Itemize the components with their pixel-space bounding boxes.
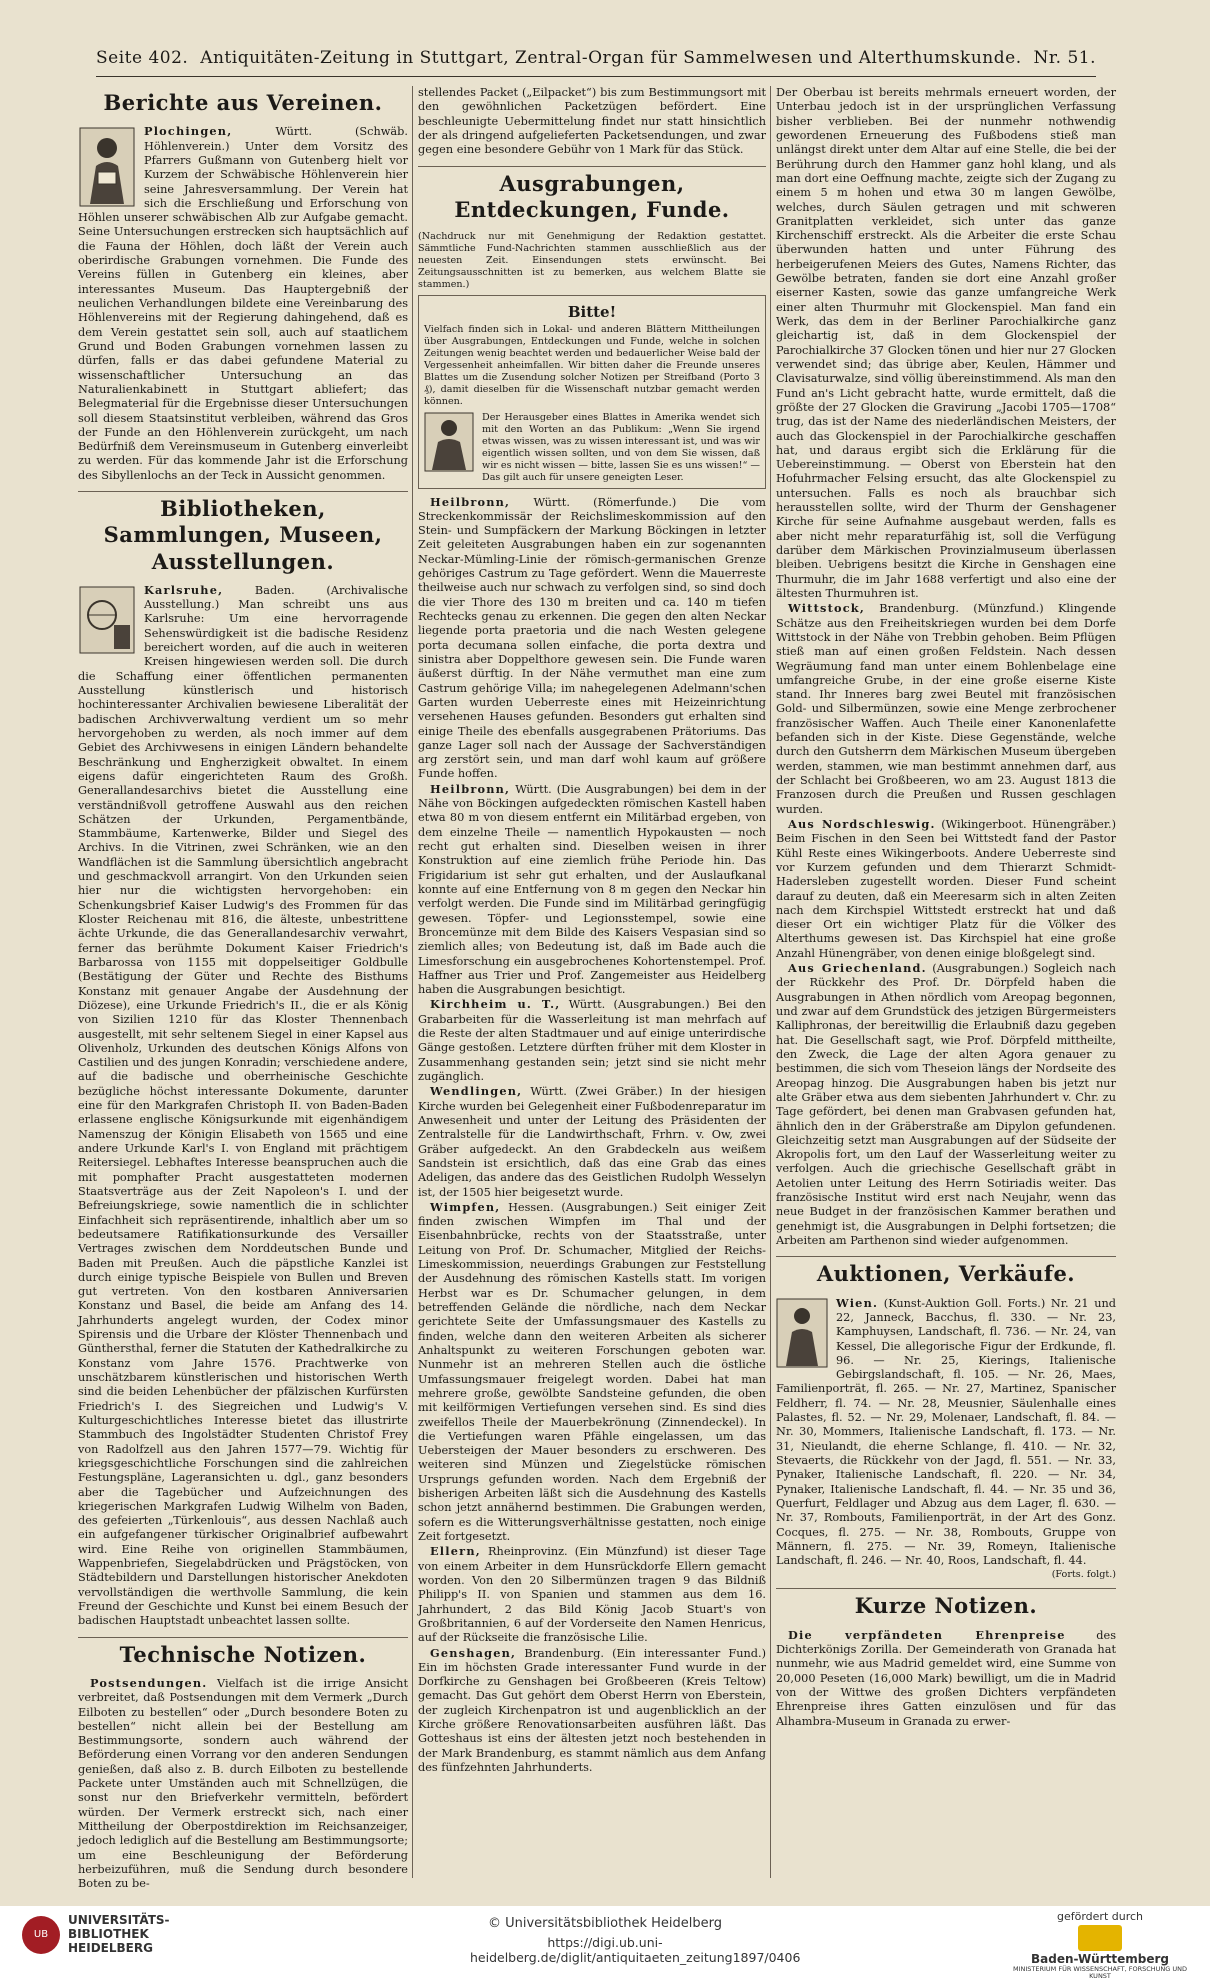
reprint-notice: (Nachdruck nur mit Genehmigung der Redaktion gestattet. Sämmtliche Fund-Nachrichten stammen ausschließlich aus der neuesten Zeit. Einsendungen stets erwünscht. Bei Zeitungsausschnitten ist zu bemerken, aus welchem Blatte sie stammen.) [418,231,766,290]
divider [418,166,766,167]
auction-icon [776,1298,828,1368]
article-plochingen: Württ. (Schwäb. Höhlenverein.) Unter dem Vorsitz des Pfarrers Gußmann von Gutenberg hielt vor Kurzem der Schwäbische Höhlenverein hier seine Jahresversammlung. Der Verein hat sich die Erschließung und Erforschung von Höhlen unserer schwäbischen Alb zur Aufgabe gemacht. Seine Untersuchungen erstrecken sich hauptsächlich auf die Fauna der Höhlen, doch läßt der Verein auch oberirdische Grabungen vornehmen. Die Funde des Vereins füllen in Gutenberg ein kleines, aber interessantes Museum. Das Hauptergebniß der neulichen Verhandlungen bildete eine Vereinbarung des Höhlenvereins mit der Regierung dahingehend, daß es dem Verein gestattet sein soll, auch auf staatlichem Grund und Boden Grabungen vornehmen lassen zu dürfen, falls er das dabei gefundene Material zu wissenschaftlicher Untersuchung an das Naturalienkabinett in Stuttgart abliefert; das Belegmaterial für die Ergebnisse dieser Untersuchungen soll diesem Staatsinstitut verbleiben, während das Gros der Funde an den Höhlenverein zurückgeht, um nach Bedürfniß dem Vereinsmuseum in Gutenberg einverleibt zu werden. Für das kommende Jahr ist die Erforschung des Sibyllenlochs an der Teck in Aussicht genommen. [78,125,408,482]
funding-logo[interactable] [1010,1910,1190,1980]
globe-icon [78,585,136,655]
reader-illustration [78,126,136,208]
page-header [96,44,1096,77]
article-karlsruhe: Baden. (Archivalische Ausstellung.) Man schreibt uns aus Karlsruhe: Um eine hervorragende Sehenswürdigkeit ist die badische Residenz bereichert worden, auf die auch in weiteren Kreisen hingewiesen werden soll. Die durch die Schaffung einer öffentlichen permanenten Ausstellung künstlerisch und historisch hochinteressanter Archivalien bewiesene Liberalität der badischen Archivverwaltung verdient um so mehr hervorgehoben zu werden, als noch immer auf dem Gebiet des Archivwesens in einigen Ländern behandelte Beschränkung und Engherzigkeit obwaltet. In einem eigens dafür eingerichteten Raum des Großh. Generallandesarchivs bietet die Ausstellung eine verständnißvoll getroffene Auswahl aus den reichen Schätzen der Urkunden, Pergamentbände, Stammbäume, Kartenwerke, Bilder und Siegel des Archivs. In die Vitrinen, zwei Schränken, wie an den Wandflächen ist die Sammlung übersichtlich angebracht und geschmackvoll arrangirt. Von den Urkunden seien hier nur die wichtigsten hervorgehoben: ein Schenkungsbrief Kaiser Ludwig's des Frommen für das Kloster Reichenau mit 816, die älteste, unbestrittene ächte Urkunde, die das Generallandesarchiv verwahrt, ferner das berühmte Dokument Kaiser Friedrich's Barbarossa von 1155 mit doppelseitiger Goldbulle (Bestätigung der Güter und Rechte des Bisthums Konstanz mit genauer Angabe der Ausdehnung der Diözese), eine Urkunde Friedrich's II., die er als König von Sizilien 1210 für das Kloster Thennenbach ausgestellt, mit sehr seltenem Siegel in einer Kapsel aus Olivenholz, Urkunden des deutschen Königs Alfons von Castilien und des jungen Konradin; verschiedene andere, auf die badische und oberrheinische Geschichte bezügliche höchst interessante Dokumente, darunter eine für den Markgrafen Christoph II. von Baden-Baden erlassene englische Königsurkunde mit eigenhändigem Namenszug der Königin Elisabeth von 1565 und eine andere Urkunde Karl's I. von England mit prächtigem Reitersiegel. Lebhaftes Interesse beanspruchen auch die mit pomphafter Pracht ausgestatteten modernen Staatsverträge aus der Zeit Napoleon's I. und der Befreiungskriege, sowie namentlich die in schlichter Einfachheit sich repräsentirende, inhaltlich aber um so bedeutsamere Ratifikationsurkunde des Versailler Vertrages zwischen dem Norddeutschen Bunde und Baden mit Preußen. Auch die päpstliche Kanzlei ist durch einige typische Beispiele von Bullen und Breven gut vertreten. Von den kostbaren Anniversarien Konstanz und Basel, die beide am Anfang des 14. Jahrhunderts angelegt wurden, der Codex minor Spirensis und die Urbare der Klöster Thennenbach und Günthersthal, ferner die Statuten der Kathedralkirche zu Konstanz vom Jahre 1576. Prachtwerke von unschätzbarem künstlerischen und historischen Werth sind die beiden Lehenbücher der pfälzischen Kurfürsten Friedrich's I. des Siegreichen und Ludwig's V. Kulturgeschichtliches Interesse bietet das illustrirte Stammbuch des Ingolstädter Studenten Christof Frey von Radolfzell aus den Jahren 1577—79. Wichtig für kriegsgeschichtliche Forschungen sind die zahlreichen Festungspläne, Lageransichten u. dgl., ganz besonders aber die Tagebücher und Aufzeichnungen des kriegerischen Markgrafen Ludwig Wilhelm von Baden, des gefeierten „Türkenlouis“, aus dessen Nachlaß auch ein aufgefangener türkischer Originalbrief aufbewahrt wird. Eine Reihe von originellen Stammbäumen, Wappenbriefen, Siegelabdrücken und Prägstöcken, von Städtebildern und Darstellungen historischer Anekdoten vervollständigen die werthvolle Sammlung, die kein Freund der Geschichte und Kunst bei einem Besuch der badischen Hauptstadt unbeachtet lassen sollte. [78,583,408,1628]
bw-ministry: MINISTERIUM FÜR WISSENSCHAFT, FORSCHUNG UND KUNST [1012,1965,1187,1980]
column-2 [418,86,766,1878]
column-1 [78,86,409,1891]
page-number: Seite 402. [96,48,189,68]
city-karlsruhe: Karlsruhe, [144,582,224,597]
city-genshagen: Genshagen, [430,1645,517,1660]
article-genshagen-cont: Der Oberbau ist bereits mehrmals erneuert worden, der Unterbau jedoch ist in der ursprünglichen Verfassung bisher verblieben. Bei der nunmehr nothwendig gewordenen Erneuerung des Fußbodens stieß man unlängst direkt unter dem Altar auf eine Stelle, die bei der Berührung durch den Hammer ganz hohl klang, und als man dort eine Oeffnung machte, zeigte sich der Zugang zu einem 5 m hohen und etwa 30 m langen Gewölbe, welches, durch Säulen getragen und mit schweren Granitplatten verkleidet, sich unter das ganze Kirchenschiff erstreckt. Als die Arbeiter die erste Schau überwunden hatten und unter Führung des herbeigerufenen Meiers des Gutes, Namens Richter, das Gewölbe betraten, fanden sie dort eine Anzahl großer eiserner Kasten, sowie das ganze umfangreiche Werk einer alten Thurmuhr mit Glockenspiel. Man fand ein Werk, das dem in der Berliner Parochialkirche ganz gleichartig ist, daß in dem Glockenspiel der Parochialkirche 37 Glocken tönen und hier nur 27 Glocken verwendet sind; das übrige aber, Keulen, Hämmer und Clavisaturwalze, sind völlig übereinstimmend. Als man den Fund an's Licht gebracht hatte, wurde ermittelt, daß die größte der 27 Glocken die Gravirung „Jacobi 1705—1708“ trug, das ist der Name des niederländischen Meisters, der auch das Glockenspiel in der Parochialkirche geschaffen hat, und daraus ergibt sich die Erklärung für die Uebereinstimmung. — Oberst von Eberstein hat den Hofuhrmacher Felsing ersucht, das alte Glockenspiel zu untersuchen. Falls es noch als brauchbar sich herausstellen sollte, wird der Thurm der Genshagener Kirche für seine Aufnahme ausgebaut werden, falls es aber nicht mehr reparaturfähig ist, soll die Verfügung darüber dem Märkischen Provinzialmuseum überlassen bleiben. Uebrigens besitzt die Kirche in Genshagen eine Thurmuhr, die im Jahr 1688 verfertigt und also eine der ältesten Thurmuhren ist. [776,86,1116,600]
article-griechenland: (Ausgrabungen.) Sogleich nach der Rückkehr des Prof. Dr. Dörpfeld haben die Ausgrabungen in Athen nördlich vom Areopag begonnen, und zwar auf dem Grundstück des jetzigen Bürgermeisters Kalliphronas, der bereitwillig die Erlaubniß dazu gegeben hat. Die Gesellschaft sagt, wie Prof. Dörpfeld mittheilte, den Zweck, die Lage der alten Agora genauer zu bestimmen, die sich vom Theseion längs der Nordseite des Areopag hinzog. Die Ausgrabungen haben bis jetzt nur alte Gräber etwa aus dem siebenten Jahrhundert v. Chr. zu Tage gefördert, bei denen man Grabvasen gefunden hat, ähnlich den in der Gräberstraße am Dipylon gefundenen. Gleichzeitig setzt man Ausgrabungen auf der Südseite der Akropolis fort, um den Lauf der Wasserleitung weiter zu verfolgen. Auch die griechische Gesellschaft gräbt in Aetolien unter Leitung des Herrn Sotiriadis weiter. Das französische Institut wird erst nach Neujahr, wenn das neue Budget in der französischen Kammer berathen und genehmigt ist, die Ausgrabungen in Delphi fortsetzen; die Arbeiten am Parthenon sind wieder aufgenommen. [776,962,1116,1247]
title-postsendungen: Postsendungen. [90,1675,208,1690]
city-heilbronn-2: Heilbronn, [430,781,511,796]
permalink-url[interactable]: https://digi.ub.uni-heidelberg.de/diglit/antiquitaeten_zeitung1897/0406 [470,1935,801,1965]
city-heilbronn: Heilbronn, [430,494,511,509]
article-ellern: Rheinprovinz. (Ein Münzfund) ist dieser Tage von einem Arbeiter in dem Hunsrückdorfe Ellern gemacht worden. Von den 20 Silbermünzen tragen 9 das Bildniß Philipp's II. von Spanien und stammen aus dem 16. Jahrhundert, 2 das Bild König Jacob Stuart's von Großbritannien, 6 auf der Vorderseite den Namen Henricus, auf der Rückseite die französische Lilie. [418,1545,766,1645]
bw-name: Baden-Württemberg [1030,1952,1169,1966]
article-postsendungen: Vielfach ist die irrige Ansicht verbreitet, daß Postsendungen mit dem Vermerk „Durch Eilboten zu bestellen“ oder „Durch besondere Boten zu bestellen“ nicht allein bei der Bestellung am Bestimmungsorte, sondern auch während der Beförderung einen Vorrang vor den anderen Sendungen genießen, daß also z. B. durch Eilboten zu bestellende Packete unter Umständen auch mit Schnellzügen, die sonst nur den Briefverkehr vermitteln, befördert würden. Der Vermerk erstreckt sich, nach einer Mittheilung der Oberpostdirektion im Reichsanzeiger, jedoch lediglich auf die Bestellung am Bestimmungsorte; um eine Beschleunigung der Beförderung herbeizuführen, muß die Sendung durch besondere Boten zu be- [78,1676,409,1891]
auction-illustration [776,1298,828,1368]
bitte-quote: Der Herausgeber eines Blattes in Amerika wendet sich mit den Worten an das Publikum: „Wenn Sie irgend etwas wissen, was zu wissen interessant ist, und was wir eigentlich wissen sollten, und von dem Sie wissen, daß wir es nicht wissen — bitte, lassen Sie es uns wissen!“ — Das gilt auch für unsere geneigten Leser. [482,411,760,483]
section-heading-auktionen: Auktionen, Verkäufe. [816,1261,1076,1287]
article-ehrenpreise: des Dichterkönigs Zorilla. Der Gemeinderath von Granada hat nunmehr, wie aus Madrid gemeldet wird, eine Summe von 20,000 Peseten (16,000 Mark) bewilligt, um die in Madrid von der Wittwe des großen Dichters verpfändeten Ehrenpreise ihres Gatten einzulösen und für das Alhambra-Museum in Granada zu erwer- [776,1628,1116,1728]
section-heading-bibliotheken: Bibliotheken, Sammlungen, Museen, Ausstellungen. [103,496,383,574]
library-name: UNIVERSITÄTS- BIBLIOTHEK HEIDELBERG [68,1913,170,1955]
city-plochingen: Plochingen, [144,124,233,139]
copyright-text: © Universitätsbibliothek Heidelberg [487,1916,722,1931]
writer-icon [424,412,474,472]
forts-folgt: (Forts. folgt.) [1051,1568,1116,1580]
divider [776,1256,1116,1257]
city-nordschleswig: Aus Nordschleswig. [788,816,936,831]
footer [0,1906,1210,1980]
city-wien: Wien. [836,1295,879,1310]
seal-icon: UB [22,1916,60,1954]
divider [78,1637,408,1638]
bitte-box [418,295,766,489]
library-logo[interactable] [22,1914,170,1955]
writer-illustration [424,412,474,472]
column-divider [770,86,771,1878]
article-kirchheim: Württ. (Ausgrabungen.) Bei den Grabarbeiten für die Wasserleitung ist man mehrfach auf die Reste der alten Stadtmauer und auf einige unterirdische Gänge gestoßen. Letztere dürften früher mit dem Kloster in Zusammenhang gestanden sein; jetzt sind sie nicht mehr zugänglich. [418,998,767,1084]
bitte-text: Vielfach finden sich in Lokal- und anderen Blättern Mittheilungen über Ausgrabungen, Entdeckungen und Funde, welche in solchen Zeitungen wenig beachtet werden und bedauerlicher Weise bald der Vergessenheit anheimfallen. Wir bitten daher die Freunde unseres Blattes um die Zusendung solcher Notizen per Streifband (Porto 3 ₰), damit dieselben für die Wissenschaft nutzbar gemacht werden können. [424,323,760,407]
city-wimpfen: Wimpfen, [430,1199,501,1214]
city-wendlingen: Wendlingen, [430,1084,523,1099]
section-heading-ausgrabungen: Ausgrabungen, Entdeckungen, Funde. [454,170,730,222]
column-divider [412,86,413,1878]
article-genshagen: Brandenburg. (Ein interessanter Fund.) Ein im höchsten Grade interessanter Fund wurde in der Dorfkirche zu Genshagen bei Großbeeren (Kreis Teltow) gemacht. Das Gut gehört dem Oberst Herrn von Eberstein, der zugleich Kirchenpatron ist und augenblicklich an der Kirche größere Renovationsarbeiten ausführen läßt. Das Gotteshaus ist eins der ältesten jetzt noch bestehenden in der Mark Brandenburg, es stammt nämlich aus dem Anfang des fünfzehnten Jahrhunderts. [418,1646,766,1775]
figure-icon [78,126,136,208]
funded-by-label: gefördert durch [1056,1910,1144,1923]
article-wittstock: Brandenburg. (Münzfund.) Klingende Schätze aus den Freiheitskriegen wurden bei dem Dorfe Wittstock in der Nähe von Trebbin gehoben. Beim Pflügen stieß man auf einen großen Feldstein. Nach dessen Wegräumung fand man unter einem Bohlenbelage eine umfangreiche Grube, in der eine große eiserne Kiste stand. Ihr Inneres barg zwei Beutel mit französischen Gold- und Silbermünzen, sowie eine Menge zerbrochener französischer Waffen. Auch Theile einer Kanonenlafette befanden sich in der Kiste. Diese Gegenstände, welche durch den Gutsherrn dem Märkischen Museum übergeben werden, stammen, wie man bestimmt annehmen darf, aus der Schlacht bei Großbeeren, wo am 23. August 1813 die Franzosen durch die Preußen und Russen geschlagen wurden. [776,602,1117,816]
city-kirchheim: Kirchheim u. T., [430,997,561,1012]
divider [776,1588,1116,1589]
divider [78,491,408,492]
title-ehrenpreise: Die verpfändeten Ehrenpreise [788,1627,1066,1642]
section-heading-technische: Technische Notizen. [119,1641,367,1667]
copyright-block [470,1916,801,1965]
coat-of-arms-icon [1078,1925,1122,1951]
newspaper-title: Antiquitäten-Zeitung in Stuttgart, Zentral-Organ für Sammelwesen und Alterthumskunde. [200,48,1022,68]
article-nordschleswig: (Wikingerboot. Hünengräber.) Beim Fischen in den Seen bei Wittstedt fand der Pastor Kühl Reste eines Wikingerboots. Andere Ueberreste sind vor Kurzem gefunden und dem Thierarzt Schmidt-Hadersleben zugestellt worden. Dieser Fund scheint darauf zu deuten, daß ein Meeresarm sich in alten Zeiten nach dem Kirchspiel Wittstedt erstreckt hat und daß dieser Ort ein wichtiger Platz für die Völker des Alterthums gewesen ist. Das Kirchspiel hat eine große Anzahl Hünengräber, von denen einige bloßgelegt sind. [776,817,1116,960]
bitte-title: Bitte! [567,302,617,321]
article-heilbronn-1: Württ. (Römerfunde.) Die vom Streckenkommissär der Reichslimeskommission auf den Stein- und Sumpfäckern der Markung Böckingen in letzter Zeit geleiteten Ausgrabungen haben ein zur sogenannten Neckar-Mümling-Linie der römisch-germanischen Grenze gehöriges Castrum zu Tage gefördert. Wenn die Mauerreste theilweise auch nur schwach zu verfolgen sind, so sind doch die vier Thore des 130 m breiten und ca. 140 m tiefen Rechtecks genau zu erkennen. Die gegen den alten Neckar liegende porta praetoria und die nach Westen gelegene porta decumana sollen einfache, die porta dextra und sinistra aber Doppelthore gewesen sein. Die Funde waren äußerst dürftig. In der Nähe vermuthet man eine zum Castrum gehörige Villa; im nahegelegenen Adelmann'schen Garten wurden Ueberreste eines mit Heizeinrichtung versehenen Hauses gefunden. Besonders gut erhalten sind einige Theile des ebenfalls ausgegrabenen Prätoriums. Das ganze Lager soll nach der Aussage der Sachverständigen arg zerstört sein, und man darf wohl kaum auf größere Funde hoffen. [418,495,767,781]
article-wien: (Kunst-Auktion Goll. Forts.) Nr. 21 und 22, Janneck, Bacchus, fl. 330. — Nr. 23, Kamphuysen, Landschaft, fl. 736. — Nr. 24, van Kessel, Die allegorische Figur der Erdkunde, fl. 96. — Nr. 25, Kierings, Italienische Gebirgslandschaft, fl. 105. — Nr. 26, Maes, Familienporträt, fl. 265. — Nr. 27, Martinez, Spanischer Feldherr, fl. 74. — Nr. 28, Meusnier, Säulenhalle eines Palastes, fl. 52. — Nr. 29, Molenaer, Landschaft, fl. 84. — Nr. 30, Mommers, Italienische Landschaft, fl. 173. — Nr. 31, Nieulandt, die eherne Schlange, fl. 410. — Nr. 32, Stevaerts, die Rückkehr von der Jagd, fl. 551. — Nr. 33, Pynaker, Italienische Landschaft, fl. 220. — Nr. 34, Pynaker, Italienische Landschaft, fl. 44. — Nr. 35 und 36, Querfurt, Feldlager und Abzug aus dem Lager, fl. 630. — Nr. 37, Rombouts, Familienporträt, in der Art des Gonz. Cocques, fl. 275. — Nr. 38, Rombouts, Gruppe von Männern, fl. 275. — Nr. 39, Romeyn, Italienische Landschaft, fl. 246. — Nr. 40, Roos, Landschaft, fl. 44. [776,1296,1117,1568]
article-wendlingen: Württ. (Zwei Gräber.) In der hiesigen Kirche wurden bei Gelegenheit einer Fußbodenreparatur im Anwesenheit und unter der Leitung des Präsidenten der Zentralstelle für die Landwirthschaft, Frhrn. v. Ow, zwei Gräber aufgedeckt. An den Grabdeckeln aus weißem Sandstein ist ersichtlich, daß das eine Grab das eines Adeligen, das andere das des Geistlichen Rudolph Wesselyn ist, der 1505 hier beigesetzt wurde. [418,1085,766,1199]
issue-number: Nr. 51. [1033,48,1096,68]
archive-illustration [78,585,136,655]
column-3 [776,86,1116,1878]
article-wimpfen: Hessen. (Ausgrabungen.) Seit einiger Zeit finden zwischen Wimpfen im Thal und der Eisenbahnbrücke, rechts von der Staatsstraße, unter Leitung von Prof. Dr. Schumacher, Mitglied der Reichs-Limeskommission, neuerdings Grabungen zur Feststellung der Ausdehnung des römischen Kastells statt. Im vorigen Herbst war es Dr. Schumacher gelungen, in dem betreffenden Gelände die nördliche, nach dem Neckar gerichtete Seite der Umfassungsmauer des Kastells zu finden, welche dann den weiteren Arbeiten als sicherer Anhaltspunkt zu weiteren Forschungen geboten war. Nunmehr ist an mehreren Stellen auch die östliche Umfassungsmauer freigelegt worden. Dabei hat man mehrere große, gewölbte Sandsteine gefunden, die oben mit keilförmigen Vertiefungen versehen sind. Es sind dies zweifellos Theile der Mauerbekrönung (Zinnendeckel). In die Vertiefungen waren Pfähle eingelassen, um das Uebersteigen der Mauer besonders zu erschweren. Des weiteren sind Münzen und Ziegelstücke römischen Ursprungs gefunden worden. Nach dem Ergebniß der bisherigen Arbeiten läßt sich die Ausdehnung des Kastells schon jetzt annähernd bestimmen. Die Grabungen werden, sofern es die Witterungsverhältnisse gestatten, noch einige Zeit fortgesetzt. [418,1200,767,1544]
section-heading-kurze: Kurze Notizen. [854,1593,1038,1619]
city-griechenland: Aus Griechenland. [788,961,927,976]
article-heilbronn-2: Württ. (Die Ausgrabungen) bei dem in der Nähe von Böckingen aufgedeckten römischen Kastell haben etwa 80 m von diesem entfernt ein Militärbad ergeben, von dem einzelne Theile — namentlich Hypokausten — noch recht gut erhalten sind. Dieselben weisen in ihrer Konstruktion auf eine ziemlich frühe Periode hin. Das Frigidarium ist sehr gut erhalten, und der Auslaufkanal konnte auf eine Entfernung von 8 m gegen den Neckar hin verfolgt werden. Die Funde sind im Militärbad geringfügig gewesen. Töpfer- und Legionsstempel, sowie eine Broncemünze mit dem Bilde des Kaisers Vespasian sind so ziemlich alles; von Bedeutung ist, daß im Bade auch die Limesforschung ein ausgebrochenes Kohortenstempel. Prof. Haffner aus Trier und Prof. Zangemeister aus Heidelberg haben die Ausgrabungen besichtigt. [418,782,767,997]
city-wittstock: Wittstock, [788,601,865,616]
city-ellern: Ellern, [430,1544,481,1559]
article-continuation: stellendes Packet („Eilpacket“) bis zum Bestimmungsort mit den gewöhnlichen Packetzügen befördert. Eine beschleunigte Uebermittelung findet nur statt hinsichtlich der als dringend aufgelieferten Packetsendungen, und zwar gegen eine besondere Gebühr von 1 Mark für das Stück. [418,86,766,157]
section-heading-vereine: Berichte aus Vereinen. [103,90,383,115]
